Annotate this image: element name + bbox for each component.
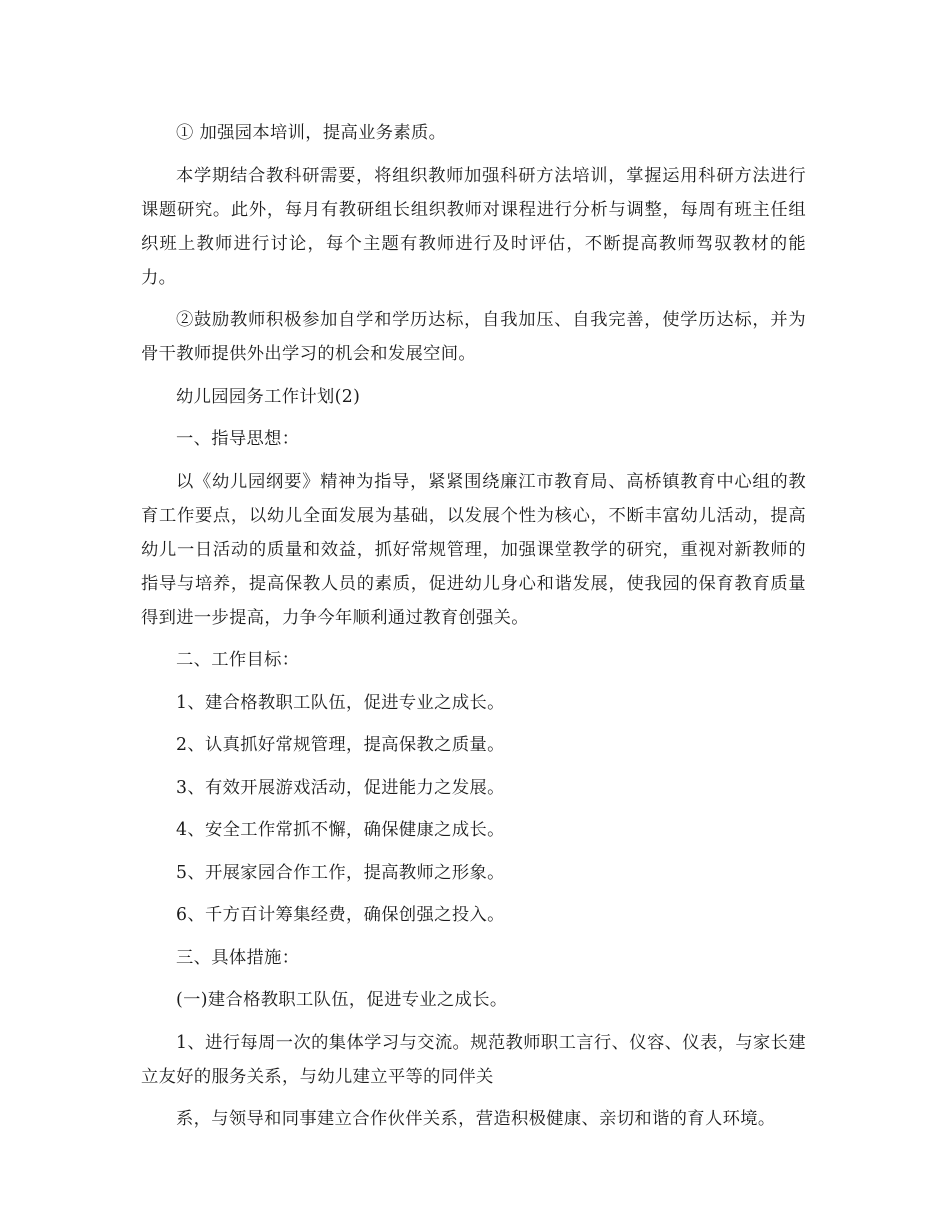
list-item-goal-1: 1、建合格教职工队伍，促进专业之成长。 xyxy=(176,692,505,713)
section-title-plan-2: 幼儿园园务工作计划(2) xyxy=(176,386,361,407)
list-item-goal-6: 6、千方百计筹集经费，确保创强之投入。 xyxy=(176,905,505,925)
heading-guiding-thought: 一、指导思想： xyxy=(176,429,300,449)
heading-work-goals: 二、工作目标： xyxy=(176,650,300,670)
subheading-measure-1: (一)建合格教职工队伍，促进专业之成长。 xyxy=(176,990,508,1010)
paragraph-training-heading: ① 加强园本培训，提高业务素质。 xyxy=(176,123,447,143)
paragraph-research-training: 本学期结合教科研需要，将组织教师加强科研方法培训，掌握运用科研方法进行课题研究。此外，每月有教研组长组织教师对课程进行分析与调整，每周有班主任组织班上教师进行讨论，每个主题有教师进行及时评估，不断提高教师驾驭教材的能力。 xyxy=(141,165,806,288)
paragraph-guiding-thought: 以《幼儿园纲要》精神为指导，紧紧围绕廉江市教育局、高桥镇教育中心组的教育工作要点，以幼儿全面发展为基础，以发展个性为核心，不断丰富幼儿活动，提高幼儿一日活动的质量和效益，抓好常规管理，加强课堂教学的研究，重视对新教师的指导与培养，提高保教人员的素质，促进幼儿身心和谐发展，使我园的保育教育质量得到进一步提高，力争今年顺利通过教育创强关。 xyxy=(141,471,806,628)
paragraph-weekly-study-continued: 系，与领导和同事建立合作伙伴关系，营造积极健康、亲切和谐的育人环境。 xyxy=(176,1109,776,1129)
document-body xyxy=(141,116,806,1145)
paragraph-weekly-study: 1、进行每周一次的集体学习与交流。规范教师职工言行、仪容、仪表，与家长建立友好的服务关系，与幼儿建立平等的同伴关 xyxy=(141,1032,806,1087)
list-item-goal-2: 2、认真抓好常规管理，提高保教之质量。 xyxy=(176,735,505,755)
heading-specific-measures: 三、具体措施： xyxy=(176,947,300,968)
list-item-goal-4: 4、安全工作常抓不懈，确保健康之成长。 xyxy=(176,820,505,840)
paragraph-degree-encouragement: ②鼓励教师积极参加自学和学历达标，自我加压、自我完善，使学历达标，并为骨干教师提供外出学习的机会和发展空间。 xyxy=(141,310,806,364)
list-item-goal-3: 3、有效开展游戏活动，促进能力之发展。 xyxy=(176,777,505,798)
list-item-goal-5: 5、开展家园合作工作，提高教师之形象。 xyxy=(176,862,505,883)
